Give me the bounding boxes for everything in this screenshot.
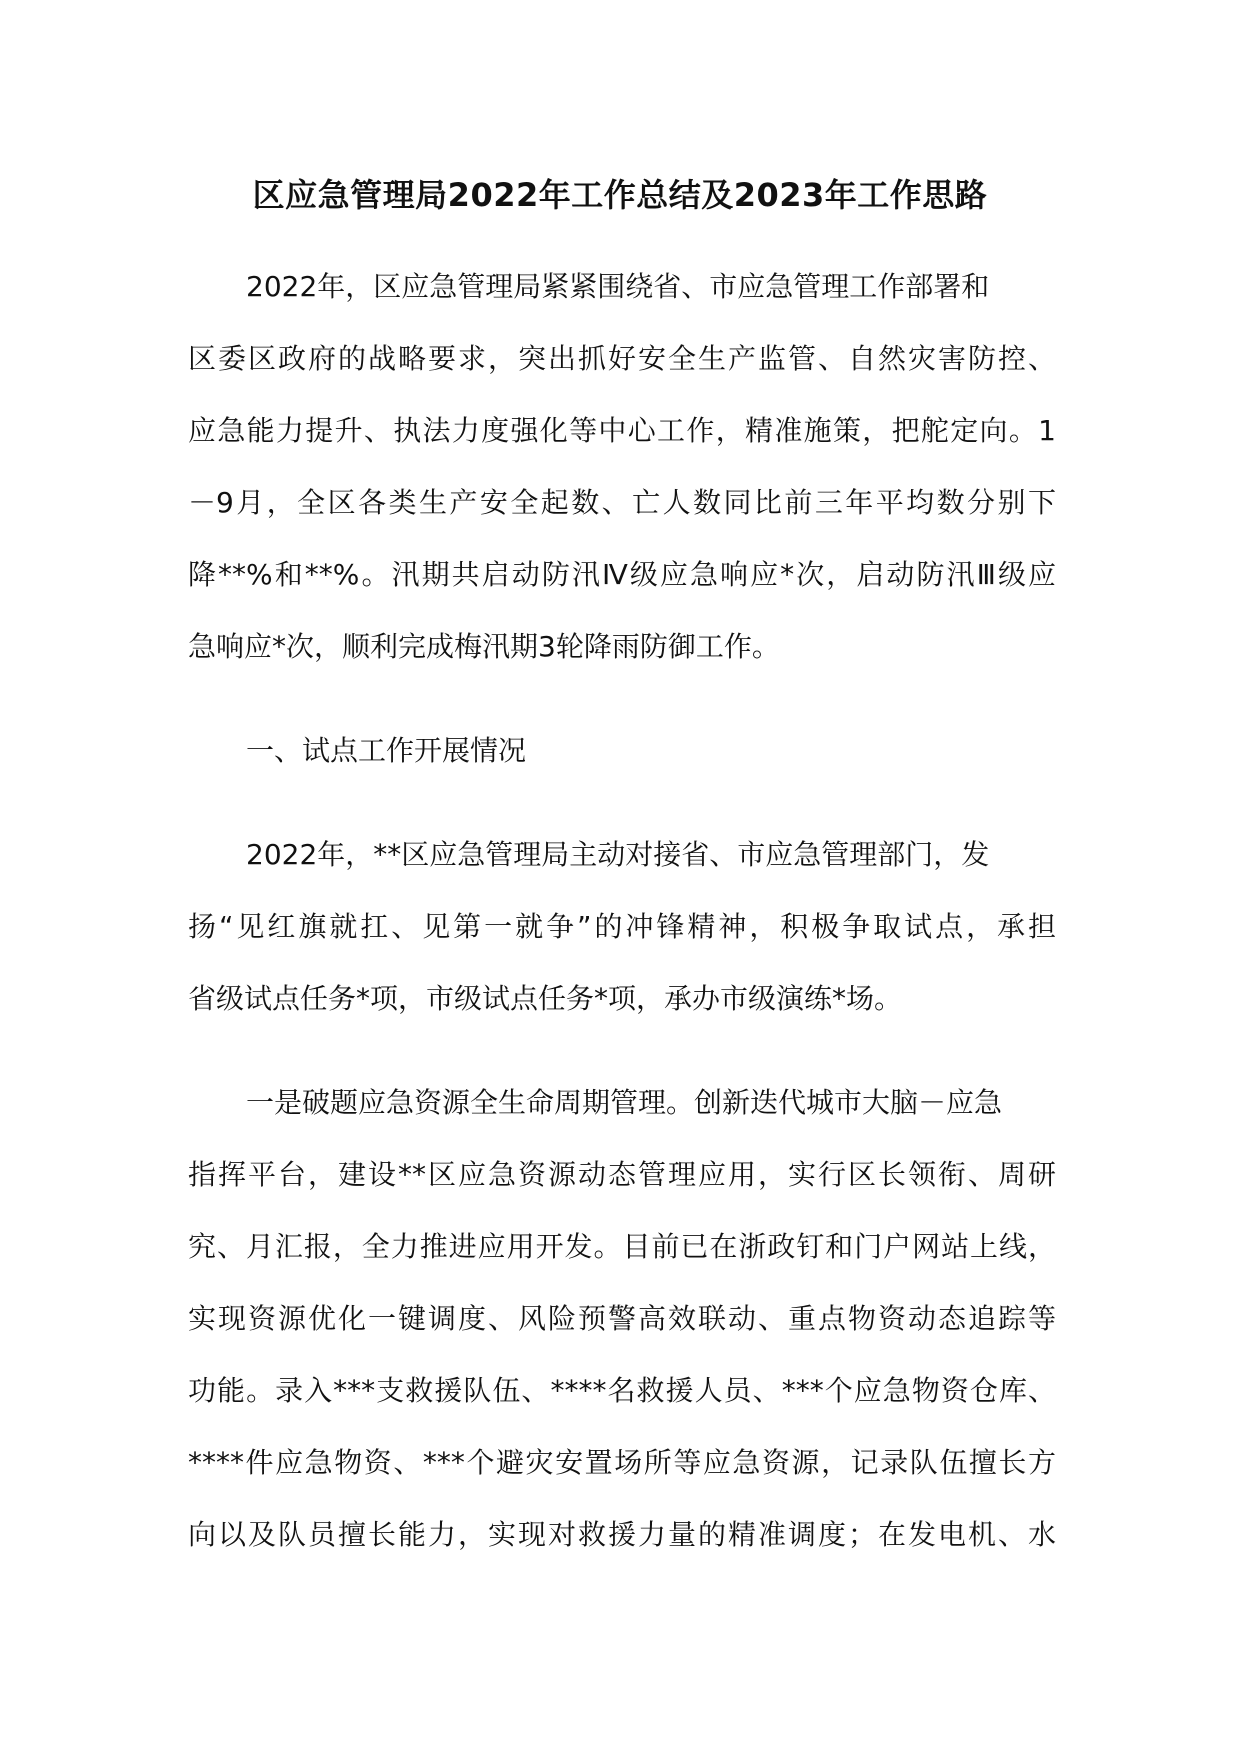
paragraph-line: 功能。录入***支救援队伍、****名救援人员、***个应急物资仓库、 [188,1374,1056,1407]
paragraph-line: 一是破题应急资源全生命周期管理。创新迭代城市大脑－应急 [246,1086,1003,1119]
paragraph-line: 实现资源优化一键调度、风险预警高效联动、重点物资动态追踪等 [188,1302,1056,1335]
paragraph-line: 2022年，区应急管理局紧紧围绕省、市应急管理工作部署和 [246,270,990,303]
paragraph-line: 究、月汇报，全力推进应用开发。目前已在浙政钉和门户网站上线， [188,1230,1056,1263]
paragraph-line: 指挥平台，建设**区应急资源动态管理应用，实行区长领衔、周研 [188,1158,1056,1191]
paragraph-line: 省级试点任务*项，市级试点任务*项，承办市级演练*场。 [188,982,903,1015]
paragraph-line: 区委区政府的战略要求，突出抓好安全生产监管、自然灾害防控、 [188,342,1056,375]
paragraph-line: 向以及队员擅长能力，实现对救援力量的精准调度；在发电机、水 [188,1518,1056,1551]
paragraph-line: 扬“见红旗就扛、见第一就争”的冲锋精神，积极争取试点，承担 [188,910,1056,943]
paragraph-line: 降**%和**%。汛期共启动防汛Ⅳ级应急响应*次，启动防汛Ⅲ级应 [188,558,1056,591]
paragraph-line: －9月，全区各类生产安全起数、亡人数同比前三年平均数分别下 [188,486,1056,519]
document-title: 区应急管理局2022年工作总结及2023年工作思路 [252,176,988,214]
section-heading: 一、试点工作开展情况 [246,734,527,767]
paragraph-line: ****件应急物资、***个避灾安置场所等应急资源，记录队伍擅长方 [188,1446,1056,1479]
paragraph-line: 2022年，**区应急管理局主动对接省、市应急管理部门，发 [246,838,990,871]
paragraph-line: 急响应*次，顺利完成梅汛期3轮降雨防御工作。 [188,630,780,663]
paragraph-line: 应急能力提升、执法力度强化等中心工作，精准施策，把舵定向。1 [188,414,1056,447]
